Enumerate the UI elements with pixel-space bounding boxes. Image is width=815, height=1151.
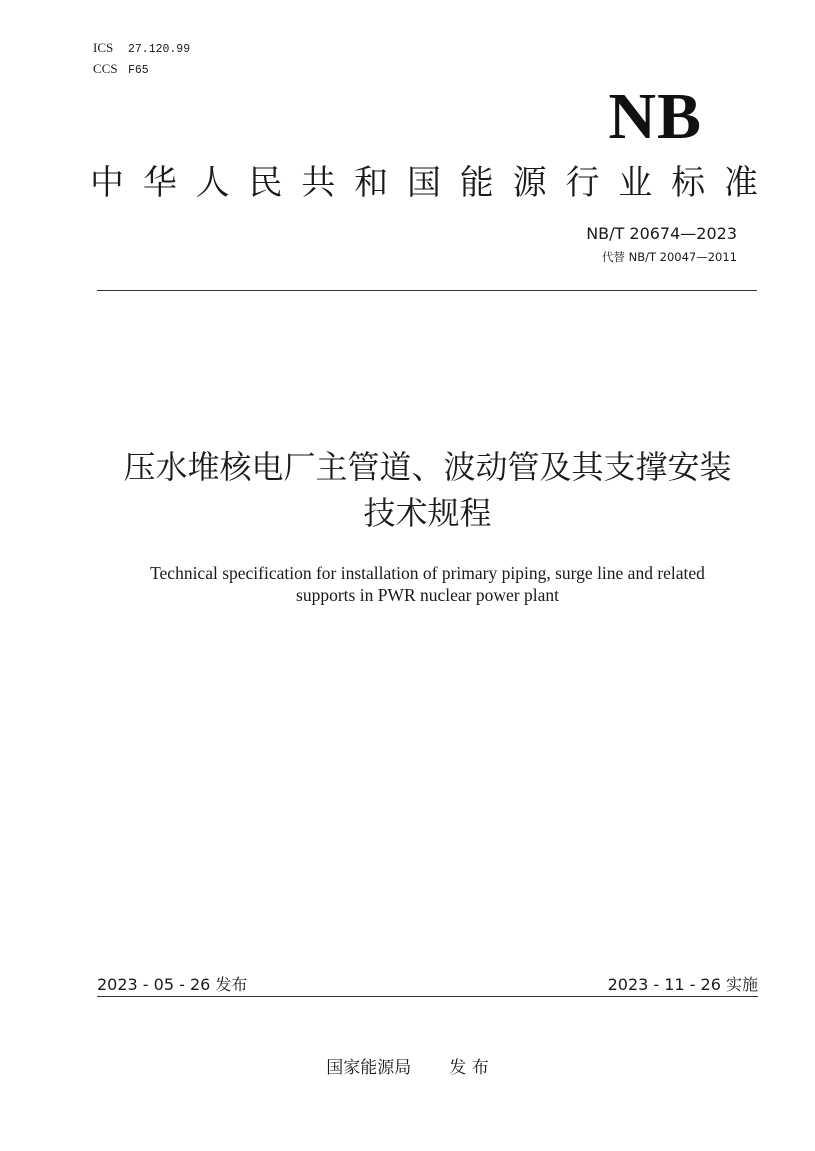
standard-type-char: 和 — [354, 162, 389, 203]
ccs-value: F65 — [128, 64, 149, 77]
standard-type-char: 源 — [512, 162, 547, 203]
english-title — [60, 562, 795, 606]
standard-type-char: 能 — [459, 162, 494, 203]
top-divider — [97, 290, 757, 291]
standard-type-char: 业 — [618, 162, 653, 203]
standard-type-char: 华 — [142, 162, 177, 203]
standard-number: NB/T 20674—2023 — [586, 224, 737, 243]
chinese-title — [60, 444, 795, 536]
ics-code — [93, 40, 190, 58]
issue-date: 2023 - 05 - 26 发布 — [97, 975, 248, 994]
publisher-action: 发 布 — [449, 1058, 489, 1078]
standard-type-char: 国 — [406, 162, 441, 203]
english-title-line-2: supports in PWR nuclear power plant — [296, 585, 559, 605]
replaces-standard: 代替 NB/T 20047—2011 — [601, 250, 737, 264]
bottom-divider — [97, 996, 758, 997]
chinese-title-line-1: 压水堆核电厂主管道、波动管及其支撑安装 — [123, 448, 732, 486]
ics-value: 27.120.99 — [128, 43, 191, 56]
standard-type-char: 共 — [301, 162, 336, 203]
standard-type-char: 中 — [90, 162, 124, 203]
standard-type-char: 标 — [671, 162, 706, 203]
publisher-line — [0, 1053, 815, 1078]
chinese-title-line-2: 技术规程 — [363, 494, 492, 532]
standard-type-char: 行 — [565, 162, 600, 203]
ccs-label: CCS — [93, 61, 118, 76]
publisher-name: 国家能源局 — [326, 1058, 412, 1078]
standard-type-heading — [90, 156, 758, 202]
standard-type-char: 准 — [723, 162, 758, 203]
english-title-line-1: Technical specification for installation of primary piping, surge line and related — [150, 563, 705, 583]
ccs-code — [93, 61, 149, 79]
standard-type-char: 民 — [248, 162, 283, 203]
standard-type-char: 人 — [195, 162, 230, 203]
ics-label: ICS — [93, 40, 114, 55]
implementation-date: 2023 - 11 - 26 实施 — [607, 975, 758, 994]
nb-logo-mark: NB — [608, 80, 702, 153]
